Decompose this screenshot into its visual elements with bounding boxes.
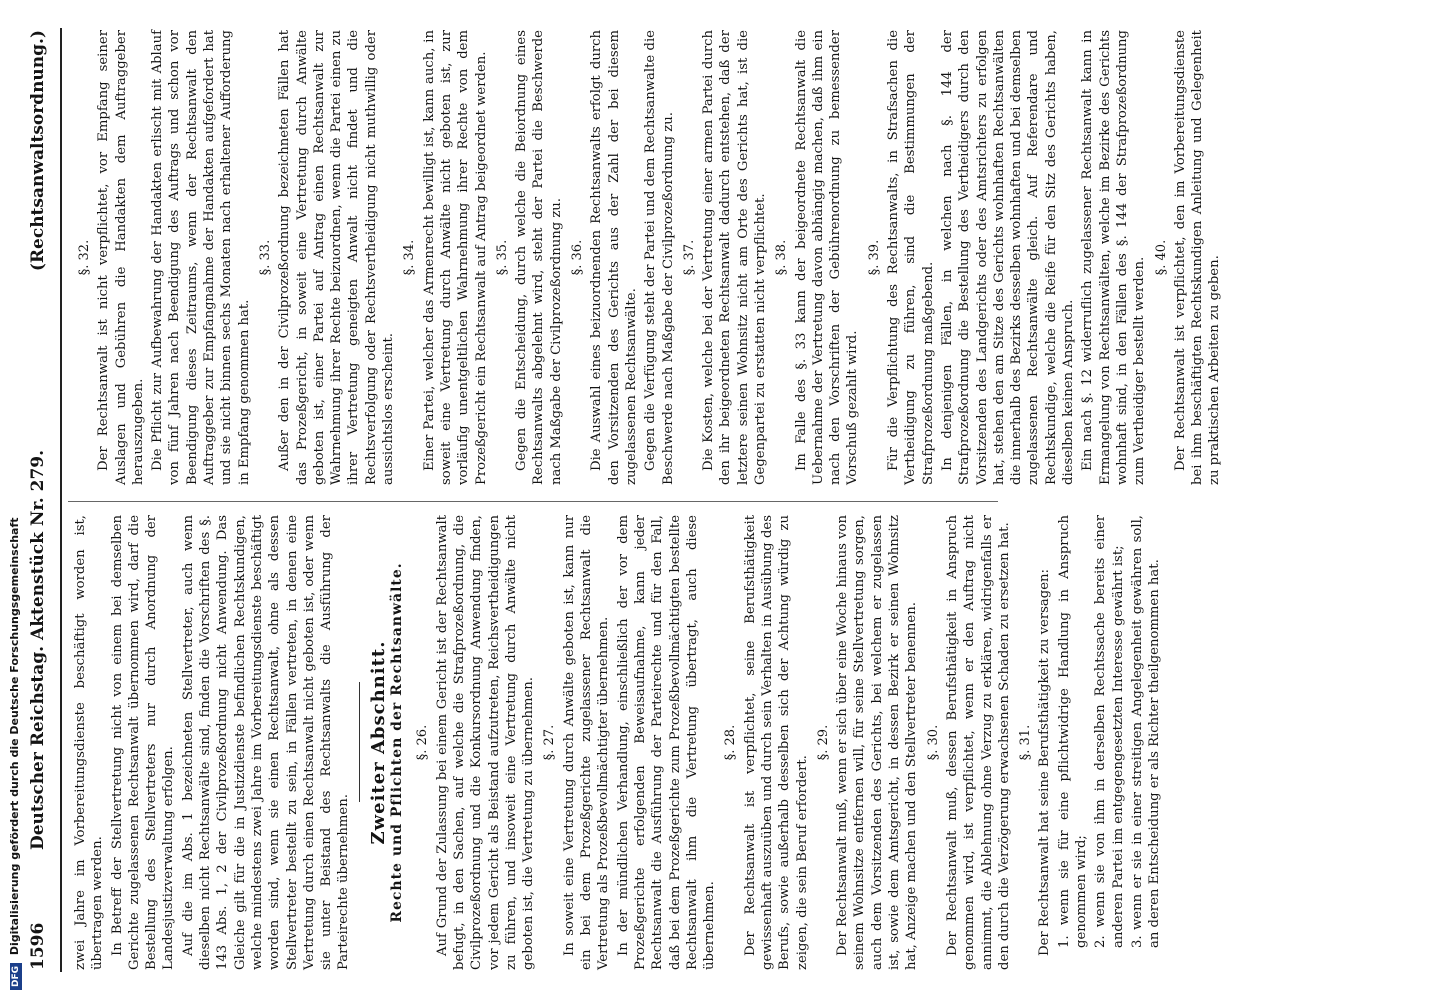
- paragraph: zwei Jahre im Vorbereitungsdienste beschäftigt worden ist, übertragen werden.: [73, 515, 106, 970]
- section-number: §. 39.: [866, 239, 882, 276]
- paragraph: Außer den in der Civilprozeßordnung bezeichneten Fällen hat das Prozeßgericht, in soweit eine Vertretung durch Anwälte geboten ist, einer Partei auf Antrag einen Rechtsanwalt zur Wahrnehmung ihrer Rechte beizuordnen, wenn die Partei einen zu ihrer Vertretung geneigten Anwalt nicht findet und die Rechtsverfolgung oder Rechtsvertheidigung nicht muthwillig oder aussichtslos erscheint.: [277, 30, 397, 485]
- list-item: 2. wenn sie von ihm in derselben Rechtssache bereits einer anderen Partei im entgegengesetzten Interesse gewährt ist;: [1093, 515, 1126, 948]
- paragraph: Der Rechtsanwalt ist nicht verpflichtet, vor Empfang seiner Auslagen und Gebühren die Handakten dem Auftraggeber herauszugeben.: [96, 30, 146, 485]
- section-number: §. 31.: [1018, 724, 1034, 761]
- section-number: §. 32.: [77, 239, 92, 276]
- paragraph: Der Rechtsanwalt ist verpflichtet, seine Berufsthätigkeit gewissenhaft auszuüben und durch sein Verhalten in Ausübung des Berufs, sowie außerhalb desselben sich der Achtung würdig zu zeigen, die sein Beruf erfordert.: [742, 515, 810, 970]
- paragraph: Im Falle des §. 33 kann der beigeordnete Rechtsanwalt die Uebernahme der Vertretung davon abhängig machen, daß ihm ein nach den Vorschriften der Gebührenordnung zu bemessender Vorschuß gezahlt wird.: [793, 30, 861, 485]
- chapter-heading: Zweiter Abschnitt.: [367, 640, 389, 845]
- credit-line: [8, 30, 26, 990]
- section-number: §. 38.: [774, 239, 790, 276]
- section-number: §. 37.: [681, 239, 697, 276]
- section-number: §. 28.: [723, 724, 739, 761]
- paragraph: Der Rechtsanwalt ist verpflichtet, den im Vorbereitungsdienste bei ihm beschäftigten Rechtskundigen Anleitung und Gelegenheit zu praktischen Arbeiten zu geben.: [1172, 30, 1223, 485]
- paragraph: Die Kosten, welche bei der Vertretung einer armen Partei durch den ihr beigeordneten Rechtsanwalt dadurch entstehen, daß der letztere seinen Wohnsitz nicht am Orte des Gerichts hat, ist die Gegenpartei zu erstatten nicht verpflichtet.: [701, 30, 768, 485]
- section-number: §. 30.: [925, 724, 941, 761]
- chapter-title: Rechte und Pflichten der Rechtsanwälte.: [389, 562, 406, 923]
- paragraph: In der mündlichen Verhandlung, einschließlich der vor dem Prozeßgerichte erfolgenden Beweisaufnahme, kann jeder Rechtsanwalt die Ausführung der Parteirechte und für den Fall, daß bei dem Prozeßgerichte zum Prozeßbevollmächtigten bestellte Rechtsanwalt ihm die Vertretung übertragt, auch diese übernehmen.: [615, 515, 718, 970]
- list-item: 1. wenn sie für eine pflichtwidrige Handlung in Anspruch genommen wird;: [1056, 515, 1090, 948]
- paragraph: In Betreff der Stellvertretung nicht von einem bei demselben Gerichte zugelassenen Rechtsanwalt übernommen wird, darf die Bestellung des Stellvertreters nur durch Anordnung der Landesjustizverwaltung erfolgen.: [109, 515, 177, 970]
- dfg-logo: DFG: [10, 963, 22, 990]
- paragraph: Auf die im Abs. 1 bezeichneten Stellvertreter, auch wenn dieselben nicht Rechtsanwälte sind, finden die Vorschriften des §. 143 Abs. 1, 2 der Civilprozeßordnung nicht Anwendung. Das Gleiche gilt für die in Justizdienste befindlichen Rechtskundigen, welche mindestens zwei Jahre im Vorbereitungsdienste beschäftigt worden sind, wenn sie einen Rechtsanwalt, ohne als dessen Stellvertreter bestellt zu sein, in Fällen vertreten, in denen eine Vertretung durch einen Rechtsanwalt nicht geboten ist, oder wenn sie unter Beistand des Rechtsanwalts die Ausführung der Parteirechte übernehmen.: [180, 515, 352, 970]
- paragraph: Die Auswahl eines beizuordnenden Rechtsanwalts erfolgt durch den Vorsitzenden des Gerichts aus der Zahl der bei diesem zugelassenen Rechtsanwälte.: [589, 30, 639, 485]
- list-item: 3. wenn er sie in einer streitigen Angelegenheit gewähren soll, an deren Entscheidung er als Richter theilgenommen hat.: [1129, 515, 1163, 948]
- paragraph: Der Rechtsanwalt muß, wenn er sich über eine Woche hinaus von seinem Wohnsitze entfernen will, für seine Stellvertretung sorgen, auch dem Vorsitzenden des Gerichts, bei welchem er zugelassen ist, sowie dem Amtsgericht, in dessen Bezirk er seinen Wohnsitz hat, Anzeige machen und den Stellvertreter benennen.: [835, 515, 920, 970]
- section-number: §. 33.: [257, 239, 273, 276]
- left-column: [72, 515, 1166, 970]
- paragraph: Der Rechtsanwalt hat seine Berufsthätigkeit zu versagen:: [1037, 569, 1053, 956]
- page-number: 1596: [28, 922, 48, 970]
- section-number: §. 27.: [542, 724, 558, 761]
- paragraph: Die Pflicht zur Aufbewahrung der Handakten erlischt mit Ablauf von fünf Jahren nach Beendigung des Auftrags und schon vor Beendigung dieses Zeitraums, wenn der Rechtsanwalt den Auftraggeber zur Empfangnahme der Handakten aufgefordert hat und sie nicht binnen sechs Monaten nach erhaltener Aufforderung in Empfang genommen hat.: [150, 30, 252, 485]
- section-number: §. 40.: [1153, 239, 1169, 276]
- header-title: Deutscher Reichstag. Aktenstück Nr. 279.: [28, 449, 48, 850]
- paragraph: Einer Partei, welcher das Armenrecht bewilligt ist, kann auch, in soweit eine Vertretung durch Anwälte nicht geboten ist, zur vorläufig unentgeltlichen Wahrnehmung ihrer Rechte von dem Prozeßgericht ein Rechtsanwalt auf Antrag beigeordnet werden.: [421, 30, 489, 485]
- paragraph: Auf Grund der Zulassung bei einem Gericht ist der Rechtsanwalt befugt, in den Sachen, auf welche die Strafprozeßordnung, die Civilprozeßordnung und die Konkursordnung Anwendung finden, vor jedem Gericht als Beistand aufzutreten, Reichsvertheidigungen zu führen, und insoweit eine Vertretung durch Anwälte nicht geboten ist, die Vertretung zu übernehmen.: [434, 515, 537, 970]
- paragraph: Für die Verpflichtung des Rechtsanwalts, in Strafsachen die Vertheidigung zu führen, sind die Bestimmungen der Strafprozeßordnung maßgebend.: [886, 30, 936, 485]
- section-number: §. 29.: [815, 724, 831, 761]
- header-rule: [60, 28, 62, 972]
- paragraph: Ein nach §. 12 widerruflich zugelassener Rechtsanwalt kann in Ermangelung von Rechtsanwälten, welche im Bezirke des Gerichts wohnhaft sind, in den Fällen des §. 144 der Strafprozeßordnung zum Vertheidiger bestellt werden.: [1080, 30, 1148, 485]
- paragraph: Gegen die Verfügung steht der Partei und dem Rechtsanwalte die Beschwerde nach Maßgabe der Civilprozeßordnung zu.: [643, 30, 676, 485]
- section-number: §. 34.: [402, 239, 418, 276]
- paragraph: In soweit eine Vertretung durch Anwälte geboten ist, kann nur ein bei dem Prozeßgerichte zugelassener Rechtsanwalt die Vertretung als Prozeßbevollmächtigter übernehmen.: [561, 515, 612, 970]
- paragraph: Der Rechtsanwalt muß, dessen Berufsthätigkeit in Anspruch genommen wird, ist verpflichtet, wenn er den Auftrag nicht annimmt, die Ablehnung ohne Verzug zu erklären, widrigenfalls er den durch die Verzögerung erwachsenen Schaden zu ersetzen hat.: [944, 515, 1012, 970]
- digitization-credit: [8, 30, 26, 990]
- section-divider: [359, 683, 360, 803]
- column-divider: [68, 501, 998, 502]
- section-number: §. 26.: [415, 724, 431, 761]
- paragraph: In denjenigen Fällen, in welchen nach §. 144 der Strafprozeßordnung die Bestellung des Vertheidigers durch den Vorsitzenden des Landgerichts oder des Amtsrichters zu erfolgen hat, stehen den am Sitze des Gerichts wohnhaften Rechtsanwälten die innerhalb des Bezirks desselben wohnhaften und bei demselben zugelassenen Rechtsanwälte gleich. Auf Referendare und Rechtskundige, welche die Reife für den Sitz des Gerichts haben, dieselben keinen Anspruch.: [939, 30, 1077, 485]
- page-header: [28, 30, 54, 970]
- section-number: §. 35.: [494, 239, 510, 276]
- right-column: [72, 30, 1226, 485]
- credit-text: Digitalisierung gefördert durch die Deutsche Forschungsgemeinschaft: [8, 517, 21, 956]
- header-subtitle: (Rechtsanwaltsordnung.): [28, 30, 48, 272]
- paragraph: Gegen die Entscheidung, durch welche die Beiordnung eines Rechtsanwalts abgelehnt wird, steht der Partei die Beschwerde nach Maßgabe der Civilprozeßordnung zu.: [514, 30, 564, 485]
- section-number: §. 36.: [570, 239, 586, 276]
